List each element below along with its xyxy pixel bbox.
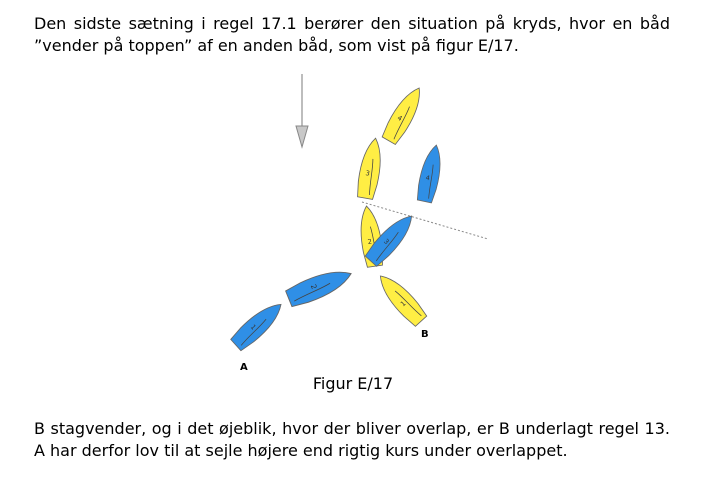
wind-arrow-icon <box>296 74 308 147</box>
boat-a-number-3: 3 <box>382 237 391 247</box>
boat-b-track <box>355 83 431 328</box>
intro-paragraph: Den sidste sætning i regel 17.1 berører den situation på kryds, hvor en båd ”vender på toppen” af en anden båd, som vist på figur E/17. <box>34 14 670 55</box>
boat-b-position-1 <box>373 269 428 327</box>
layline <box>362 202 488 239</box>
boat-a-label: A <box>240 362 248 373</box>
boat-b-position-3 <box>355 137 385 200</box>
figure-caption: Figur E/17 <box>312 374 394 393</box>
boat-b-number-4: 4 <box>395 113 404 123</box>
boat-b-number-3: 3 <box>364 169 371 178</box>
boat-b-label: B <box>421 329 429 340</box>
boat-a-number-4: 4 <box>424 174 431 183</box>
boat-a-position-2 <box>285 264 355 309</box>
boat-a-number-1: 1 <box>248 322 258 332</box>
boat-b-position-4 <box>380 83 427 145</box>
boat-a-number-2: 2 <box>308 282 319 291</box>
outro-paragraph: B stagvender, og i det øjeblik, hvor der bliver overlap, er B underlagt regel 13. A har derfor lov til at sejle højere end rigtig kurs under overlappet. <box>34 419 670 460</box>
boat-b-number-2: 2 <box>367 237 373 247</box>
boat-b-number-1: 1 <box>398 299 408 309</box>
boat-a-position-4 <box>415 143 445 203</box>
boat-a-position-1 <box>229 297 287 352</box>
